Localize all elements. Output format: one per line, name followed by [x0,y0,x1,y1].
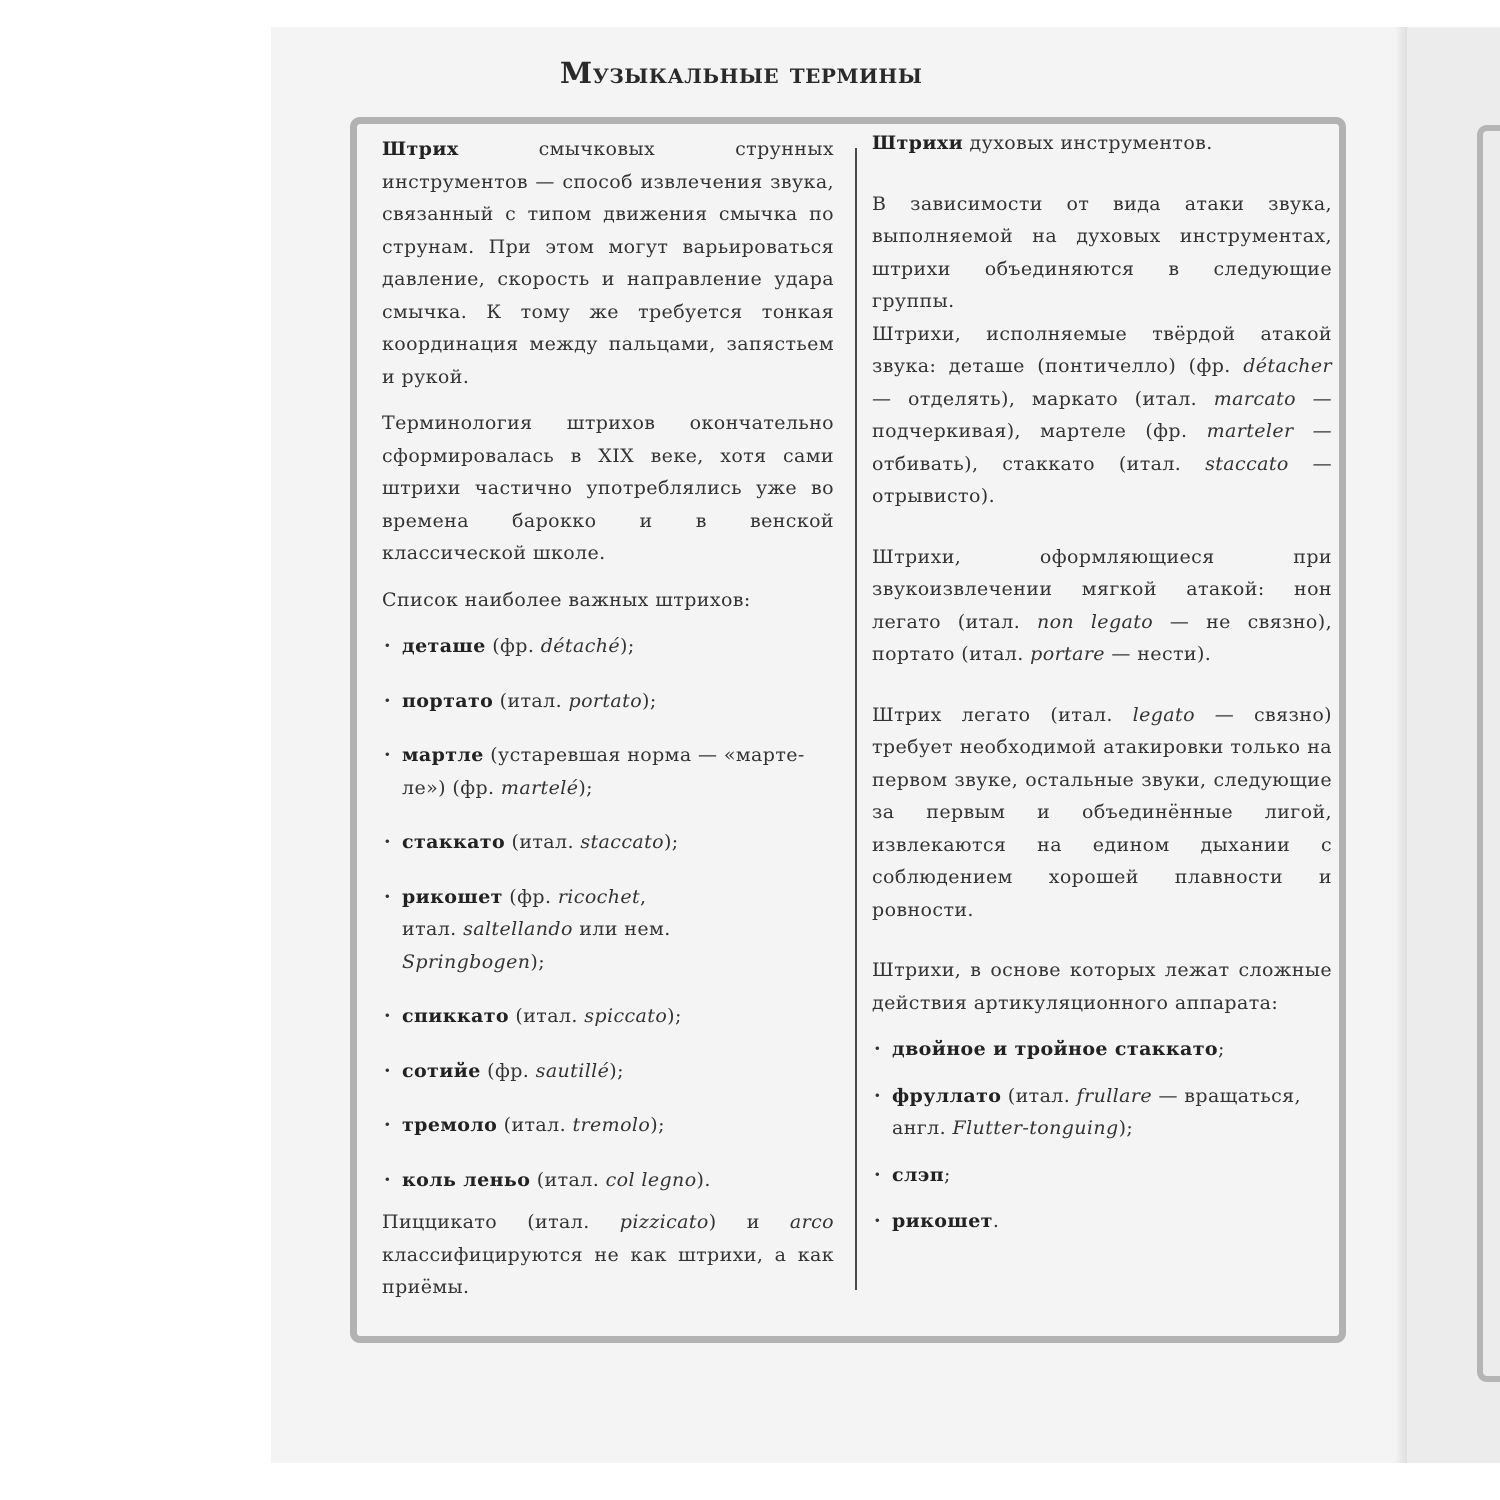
right-column [872,127,1332,1252]
list-item: · слэп; [872,1159,1332,1192]
list-item: · рикошет (фр. ricochet, итал. saltellando или нем. Springbogen); [382,881,672,979]
list-item: · двойное и тройное стаккато; [872,1033,1332,1066]
pizzicato-note: Пиццикато (итал. pizzicato) и arco классифицируются не как штрихи, а как приёмы. [382,1211,834,1298]
soft-attack-paragraph: Штрихи, оформляющиеся при звукоизвлечении мягкой атакой: нон легато (итал. non legato — не связно), портато (итал. portare — нести). [872,545,1333,665]
list-item: · мартле (устаревшая норма — «мартеле») (фр. martelé); [382,739,834,804]
list-item: · коль леньо (итал. col legno). [382,1164,834,1197]
list-item: · стаккато (итал. staccato); [382,826,834,859]
attack-intro: В зависимости от вида атаки звука, выполняемой на духовых инструментах, штрихи объединяются в следующие группы. [872,192,1332,312]
next-page-frame [1477,125,1500,1382]
term-shtrikh: Штрих [382,138,459,160]
list-item: · тремоло (итал. tremolo); [382,1109,834,1142]
list-item: · сотийе (фр. sautillé); [382,1055,834,1088]
list-item: · рикошет. [872,1205,1332,1238]
page-title: Музыкальные термины [560,56,923,90]
wind-strokes-list [872,1033,1332,1238]
list-item: · спиккато (итал. spiccato); [382,1000,834,1033]
list-item: · портато (итал. portato); [382,685,834,718]
strokes-definition: Штрих смычковых струнных инструментов — способ извлечения звука, связанный с типом движения смычка по струнам. При этом могут варьироваться давление, скорость и направление удара смычка. К тому же требуется тонкая координация между пальцами, запястьем и рукой. [382,138,834,388]
legato-paragraph: Штрих легато (итал. legato — связно) требует необходимой атакировки только на первом звуке, остальные звуки, следующие за первым и объединённые лигой, извлекаются на едином дыхании с соблюдением хорошей плавности и ровности. [872,703,1332,921]
complex-strokes-paragraph: Штрихи, в основе которых лежат сложные действия артикуляционного аппарата: [872,959,1332,1014]
list-heading: Список наиболее важных штрихов: [382,588,751,611]
list-item: · деташе (фр. détaché); [382,630,834,663]
wind-heading: Штрихи духовых инструментов. [872,132,1213,154]
next-page-edge [1407,27,1500,1463]
list-item: · фруллато (итал. frullare — вращаться, англ. Flutter-tonguing); [872,1080,1332,1145]
bowed-strokes-list [382,630,834,1196]
left-column [382,133,834,1304]
hard-attack-paragraph: Штрихи, исполняемые твёрдой атакой звука: деташе (понтичелло) (фр. détacher — отделять), маркато (итал. marcato — подчеркивая), мартеле (фр. marteler — отбивать), стаккато (итал. staccato — отрывисто). [872,322,1333,507]
column-divider [855,148,857,1290]
terminology-paragraph: Терминология штрихов окончательно сформировалась в XIX веке, хотя сами штрихи частично употреблялись уже во времена барокко и в венской классической школе. [382,412,834,564]
